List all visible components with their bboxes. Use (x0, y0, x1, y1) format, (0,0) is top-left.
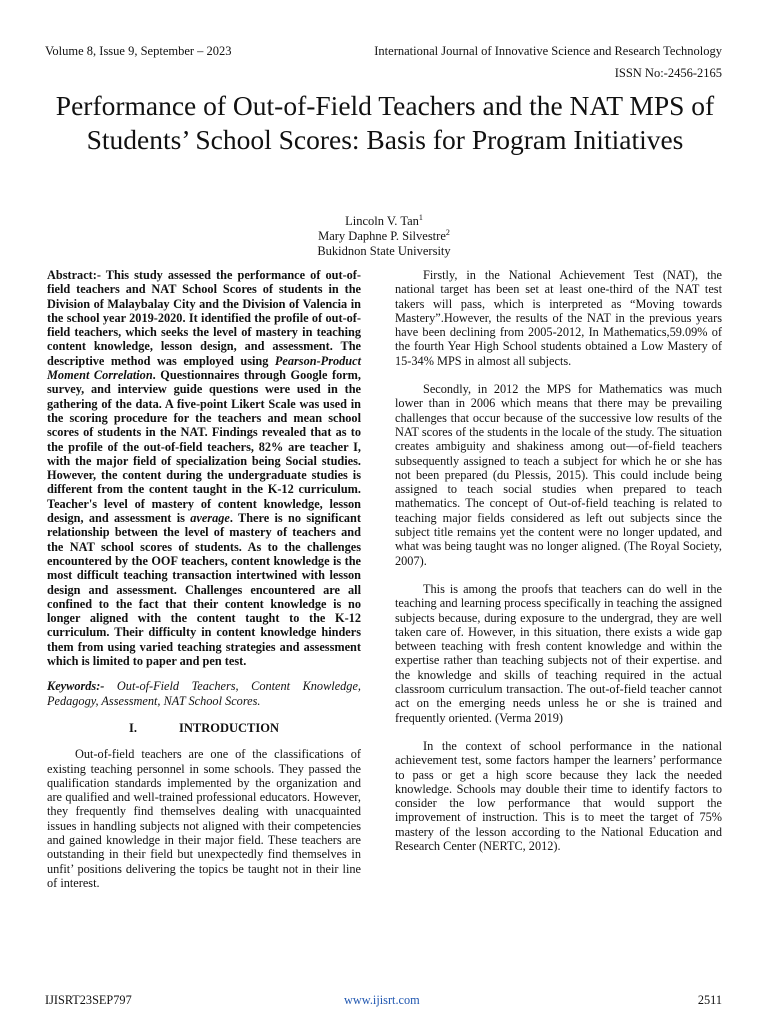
paper-title: Performance of Out-of-Field Teachers and the NAT MPS of Students’ School Scores: Basis for Program Initiatives (55, 90, 715, 155)
author-1 (234, 214, 534, 229)
journal-url-link[interactable]: www.ijisrt.com (344, 993, 420, 1007)
keywords-text: Out-of-Field Teachers, Content Knowledge, Pedagogy, Assessment, NAT School Scores. (47, 679, 361, 708)
abstract-text-3: . There is no significant relationship between the level of mastery of teachers and the NAT school scores of students. As to the challenges encountered by the OOF teachers, content knowledge is the most difficult teaching transaction intertwined with lesson design and assessment. Challenges encountered are all confined to the fact that their content knowledge is no longer aligned with the content taught to the K-12 curriculum. Their difficulty in content knowledge hinders them from using varied teaching strategies and assessment which is limited to paper and pen test. (47, 511, 361, 669)
abstract-text-1: This study assessed the performance of out-of-field teachers and NAT School Scores of students in the Division of Malaybalay City and the Division of Valencia in the school year 2019-2020. It identified the profile of out-of-field teachers, which seeks the level of mastery in teaching content knowledge, lesson design, and assessment. The descriptive method was employed using (47, 268, 361, 368)
body-paragraph: Secondly, in 2012 the MPS for Mathematics was much lower than in 2006 which means that there may be prevailing challenges that occur because of the successive low results of the NAT scores of the students in the locale of the study. The situation creates ambiguity and shakiness among out—of-field teachers subsequently assigned to teach a subject for which he or she has not been prepared (du Plessis, 2015). This could include being assigned to teach social studies when prepared to teach mathematics. The concept of Out-of-field teaching is related to teaching major fields considered as left out subjects since the subject title remains yet the content were no longer updated, and what was being taught was no longer aligned. (The Royal Society, 2007). (395, 382, 722, 568)
keywords (47, 679, 361, 708)
abstract-level: average (190, 511, 230, 526)
section-heading (47, 721, 361, 735)
abstract (47, 268, 361, 668)
author-1-affiliation-mark: 1 (418, 213, 423, 222)
body-paragraph: In the context of school performance in the national achievement test, some factors hamper the learners’ performance to pass or get a high score because they lack the needed knowledge. Schools may double their time to identify factors to consider the low performance that would support the improvement of instruction. This is to meet the target of 75% mastery of the lesson according to the National Education and Research Center (NERTC, 2012). (395, 738, 722, 853)
keywords-label: Keywords:- (47, 679, 105, 694)
page-number: 2511 (697, 993, 722, 1007)
author-2 (234, 229, 534, 244)
author-2-affiliation-mark: 2 (445, 228, 450, 237)
journal-name: International Journal of Innovative Science and Research Technology (374, 44, 722, 58)
issn-number: ISSN No:-2456-2165 (614, 66, 722, 80)
right-column (395, 268, 722, 853)
body-paragraph: Firstly, in the National Achievement Test (NAT), the national target has been set at least one-third of the NAT test takers will pass, which is interpreted as “Moving towards Mastery”.However, the results of the NAT in the previous years have been declining from 2005-2012, In Mathematics,59.09% of the fourth Year High School students obtained a Low Mastery of 15-34% MPS in almost all subjects. (395, 268, 722, 368)
section-title: INTRODUCTION (178, 720, 279, 735)
paper-code: IJISRT23SEP797 (45, 993, 132, 1007)
intro-paragraph: Out-of-field teachers are one of the classifications of existing teaching personnel in some schools. They passed the qualification standards implemented by the organization and are qualified and well-trained professional educators. However, they frequently find themselves dealing with unacquainted issues in handling subjects not aligned with their competencies and gained knowledge in their major field. These teachers are outstanding in their field but unexpectedly find themselves in unfit’ positions delivering the topics be taught not in their line of interest. (47, 747, 361, 890)
volume-issue: Volume 8, Issue 9, September – 2023 (45, 44, 232, 58)
section-number: I. (128, 720, 137, 735)
author-2-name: Mary Daphne P. Silvestre (318, 229, 446, 243)
affiliation: Bukidnon State University (317, 244, 451, 258)
left-column (47, 268, 361, 890)
author-1-name: Lincoln V. Tan (345, 214, 419, 228)
author-block (234, 214, 534, 259)
abstract-label: Abstract:- (47, 268, 101, 282)
abstract-text-2: . Questionnaires through Google form, survey, and interview guide questions were used in the gathering of the data. A five-point Likert Scale was used in the scoring procedure for the teachers and mean school scores of students in the NAT. Findings revealed that as to the profile of the out-of-field teachers, 82% are teacher I, with the major field of specialization being Social studies. However, the content during the undergraduate studies is different from the content taught in the K-12 curriculum. Teacher's level of mastery of content knowledge, lesson design, and assessment is (47, 368, 361, 526)
body-paragraph: This is among the proofs that teachers can do well in the teaching and learning process specifically in teaching the assigned subjects because, during exposure to the undergrad, they are well taken care of. However, in this situation, there exists a wide gap between teaching with fresh content knowledge and within the expertise rather than teaching subjects not of their expertise. and the knowledge and skills of teaching required in the actual classroom curriculum transaction. The out-of-field teacher cannot act on the emerging needs unless he or she is trained and frequently oriented. (Verma 2019) (395, 581, 722, 725)
abstract-method: Pearson-Product Moment Correlation (47, 353, 361, 383)
